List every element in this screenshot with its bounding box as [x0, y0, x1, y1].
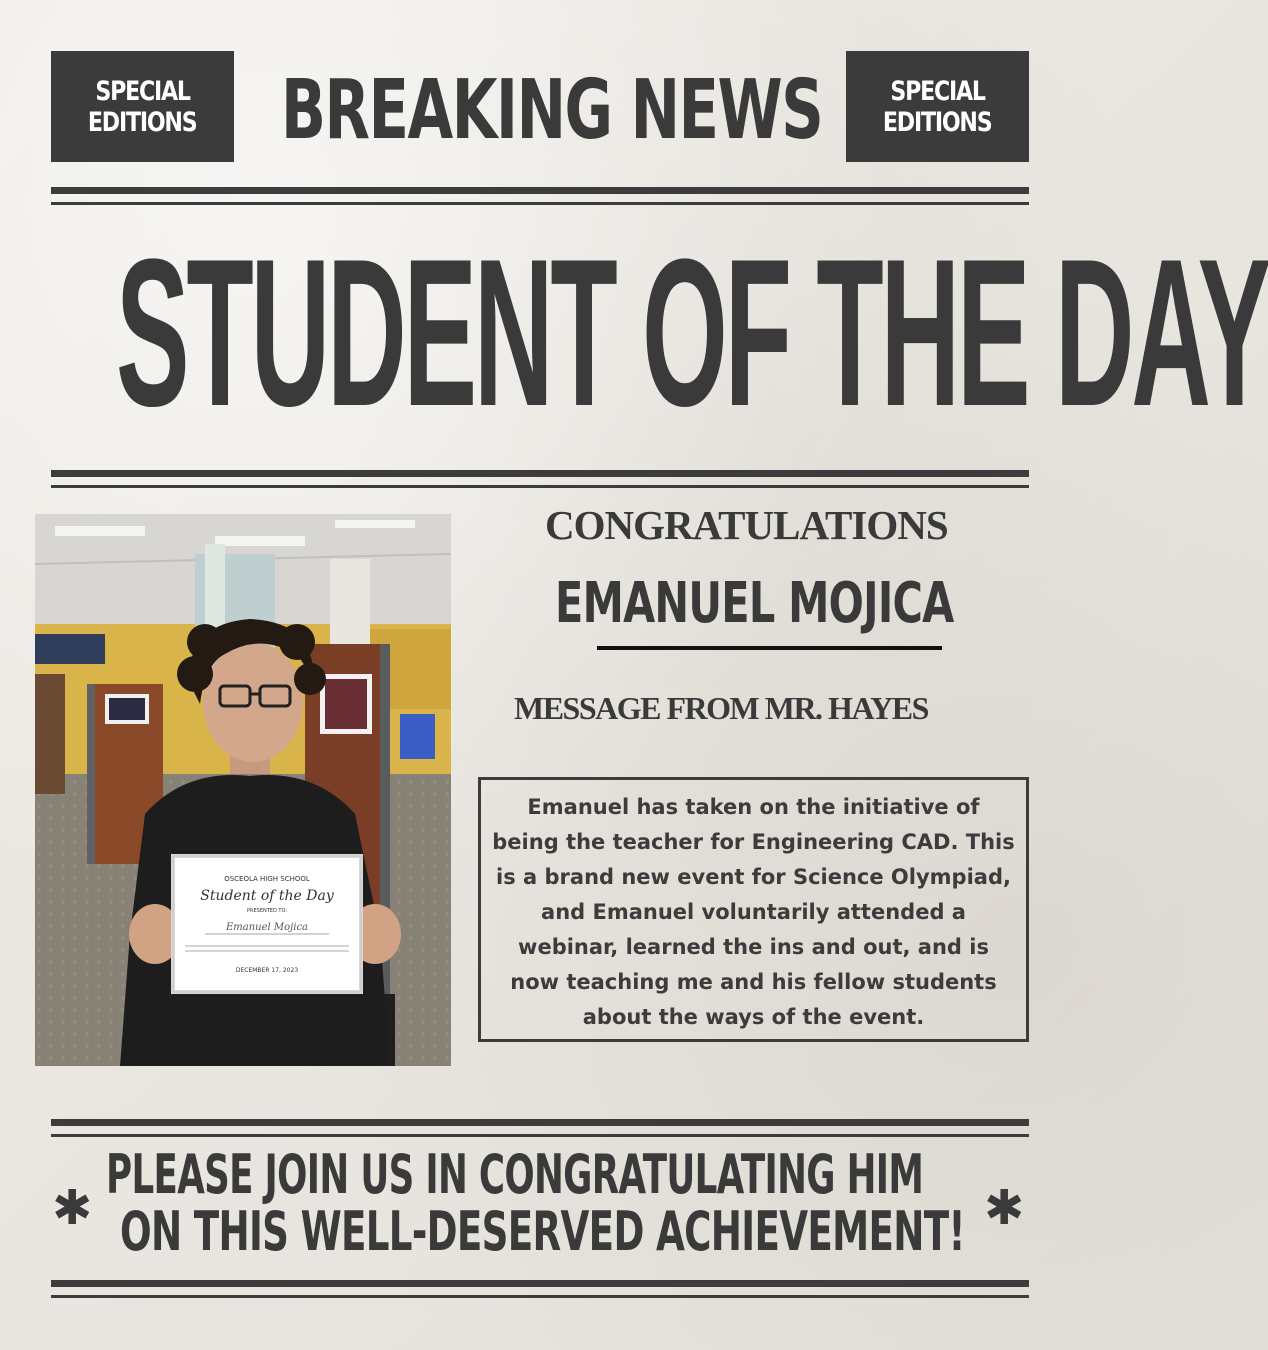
message-line: about the ways of the event.	[582, 1005, 925, 1029]
message-line: Emanuel has taken on the initiative of	[527, 795, 980, 819]
message-line: being the teacher for Engineering CAD. This	[492, 830, 1015, 854]
footer-line-2: ON THIS WELL-DESERVED ACHIEVEMENT!	[120, 1200, 965, 1263]
badge-left-line1: SPECIAL	[95, 75, 190, 107]
message-line: webinar, learned the ins and out, and is	[518, 935, 989, 959]
asterisk-right-icon: ✱	[984, 1180, 1025, 1236]
congratulations-heading: CONGRATULATIONS	[545, 502, 948, 548]
asterisk-left-icon: ✱	[52, 1180, 93, 1236]
certificate-recipient: Emanuel Mojica	[225, 922, 309, 933]
top-rule-thick	[51, 187, 1029, 194]
top-rule-thin	[51, 202, 1029, 205]
name-underline	[597, 646, 942, 650]
footer-rule-thick-top	[51, 1119, 1029, 1126]
badge-right-line2: EDITIONS	[883, 106, 992, 138]
special-editions-badge-right	[846, 51, 1029, 162]
footer-line-1: PLEASE JOIN US IN CONGRATULATING HIM	[106, 1143, 924, 1206]
message-line: is a brand new event for Science Olympiad,	[496, 865, 1011, 889]
student-photo-illustration	[35, 514, 451, 1066]
certificate-presented: PRESENTED TO:	[247, 908, 287, 914]
certificate-title: Student of the Day	[200, 888, 334, 904]
certificate-date: DECEMBER 17, 2023	[235, 967, 299, 974]
student-name: EMANUEL MOJICA	[555, 571, 954, 636]
special-editions-badge-left	[51, 51, 234, 162]
message-box	[478, 777, 1029, 1042]
page-title: STUDENT OF THE DAY	[116, 215, 1268, 450]
student-photo	[35, 514, 451, 1066]
badge-left-line2: EDITIONS	[88, 106, 197, 138]
mid-rule-thick	[51, 470, 1029, 477]
footer-rule-thick-bottom	[51, 1280, 1029, 1287]
footer-rule-thin-bottom	[51, 1295, 1029, 1298]
breaking-news-kicker: BREAKING NEWS	[281, 63, 823, 158]
footer-rule-thin-top	[51, 1134, 1029, 1137]
badge-right-line1: SPECIAL	[890, 75, 985, 107]
message-line: and Emanuel voluntarily attended a	[541, 900, 966, 924]
message-heading: MESSAGE FROM MR. HAYES	[514, 690, 928, 726]
message-line: now teaching me and his fellow students	[510, 970, 997, 994]
mid-rule-thin	[51, 485, 1029, 488]
certificate-school: OSCEOLA HIGH SCHOOL	[224, 875, 310, 883]
